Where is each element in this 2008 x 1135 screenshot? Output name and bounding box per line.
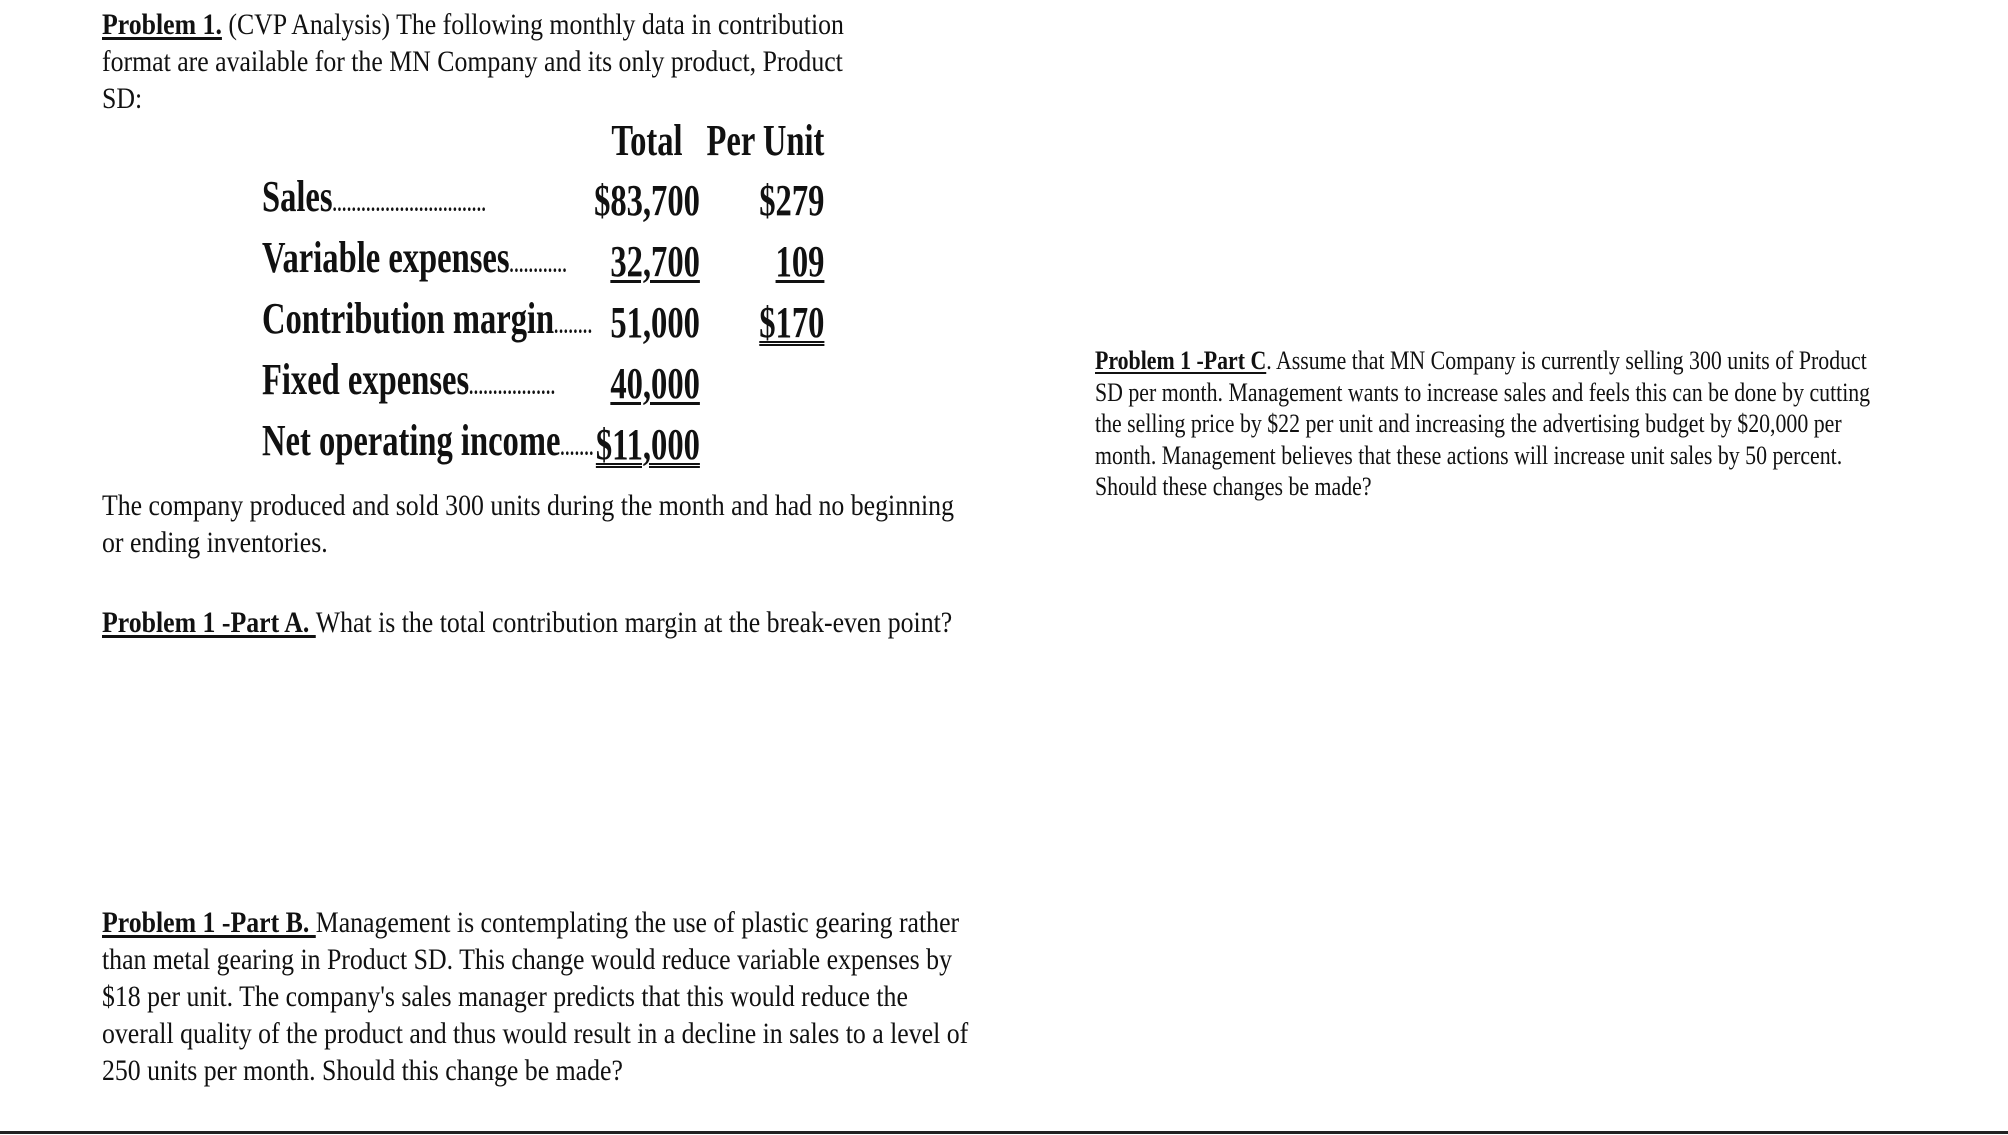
table-row-net-operating-income: [262, 414, 824, 475]
leader-dots: .......: [560, 435, 595, 460]
row-label-net-operating-income: Net operating income: [262, 416, 561, 465]
part-a-text: What is the total contribution margin at the break-even point?: [315, 606, 953, 639]
leader-dots: ........: [554, 313, 593, 338]
leader-dots: ............: [509, 252, 568, 277]
variable-expenses-total: 32,700: [610, 236, 700, 286]
problem-1-part-b: [102, 904, 979, 1089]
table-row-contribution-margin: [262, 292, 824, 353]
leader-dots: ................................: [332, 191, 487, 216]
table-row-sales: [262, 170, 824, 231]
part-c-label: Problem 1 -Part C: [1095, 346, 1267, 375]
problem-1-label: Problem 1.: [102, 8, 222, 41]
contribution-margin-per-unit: $170: [759, 297, 825, 347]
part-a-label: Problem 1 -Part A.: [102, 606, 316, 639]
net-operating-income-total: $11,000: [595, 419, 700, 469]
part-b-text: Management is contemplating the use of plastic gearing rather than metal gearing in Product SD. This change would reduce variable expenses by $18 per unit. The company's sales manager predicts that this would reduce the overall quality of the product and thus would result in a decline in sales to a level of 250 units per month. Should this change be made?: [102, 906, 969, 1087]
fixed-expenses-per-unit: [707, 353, 825, 414]
per-unit-column-header: Per Unit: [706, 116, 825, 165]
leader-dots: ..................: [469, 374, 556, 399]
row-label-sales: Sales: [262, 172, 333, 221]
problem-1-part-a: [102, 604, 962, 641]
problem-1-part-c: [1095, 345, 1872, 503]
part-c-text: . Assume that MN Company is currently selling 300 units of Product SD per month. Management wants to increase sales and feels this can be done by cutting the selling price by $22 per unit and increasing the advertising budget by $20,000 per month. Management believes that these actions will increase unit sales by 50 percent. Should these changes be made?: [1095, 346, 1871, 501]
row-label-variable-expenses: Variable expenses: [262, 233, 510, 282]
table-row-variable-expenses: [262, 231, 824, 292]
fixed-expenses-total: 40,000: [610, 358, 700, 408]
table-header-row: [262, 112, 824, 170]
variable-expenses-per-unit: 109: [775, 236, 825, 286]
label-column-header: [262, 112, 594, 170]
part-b-label: Problem 1 -Part B.: [102, 906, 316, 939]
sales-total: $83,700: [594, 175, 700, 225]
total-column-header: Total: [611, 116, 683, 165]
sales-per-unit: $279: [759, 175, 825, 225]
problem-1-intro: [102, 6, 876, 117]
row-label-fixed-expenses: Fixed expenses: [262, 355, 470, 404]
bottom-divider: [0, 1131, 2008, 1134]
table-row-fixed-expenses: [262, 353, 824, 414]
problem-1-intro-text: (CVP Analysis) The following monthly data in contribution format are available for the MN Company and its only product, Product SD:: [102, 8, 844, 115]
production-note: The company produced and sold 300 units during the month and had no beginning or ending inventories.: [102, 489, 954, 559]
contribution-format-table: [262, 112, 824, 475]
contribution-margin-total: 51,000: [610, 297, 700, 347]
net-operating-income-per-unit: [707, 414, 825, 475]
row-label-contribution-margin: Contribution margin: [262, 294, 555, 343]
